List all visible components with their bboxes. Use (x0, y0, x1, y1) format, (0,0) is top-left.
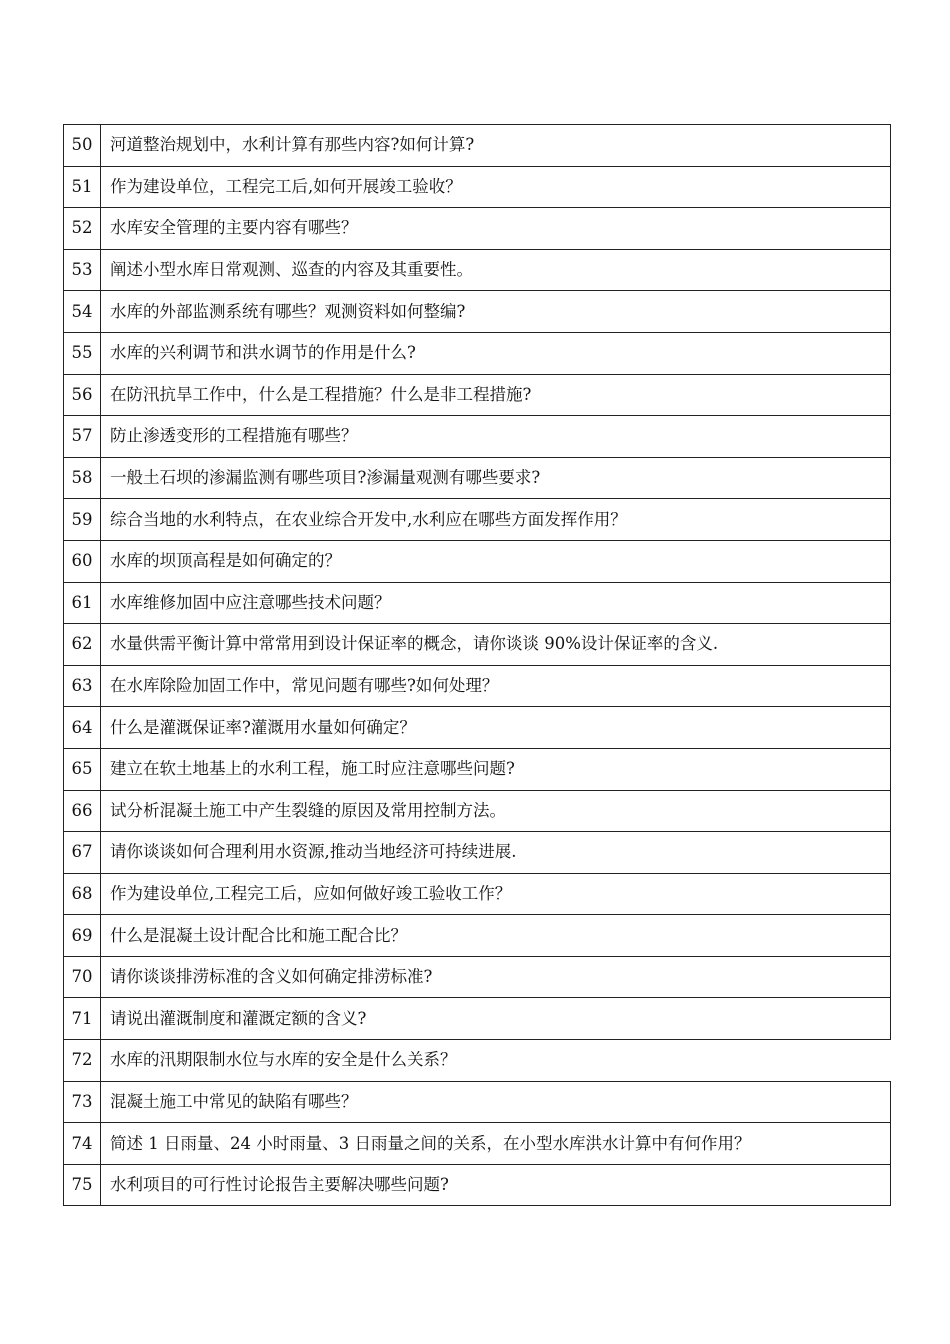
question-number: 54 (64, 291, 101, 333)
question-text: 水库的汛期限制水位与水库的安全是什么关系？ (101, 1040, 891, 1082)
question-row (64, 1081, 891, 1123)
question-row (64, 665, 891, 707)
question-row (64, 624, 891, 666)
question-row (64, 374, 891, 416)
question-text: 什么是混凝土设计配合比和施工配合比？ (101, 915, 891, 957)
question-number: 64 (64, 707, 101, 749)
question-text: 请你谈谈如何合理利用水资源,推动当地经济可持续进展. (101, 832, 891, 874)
question-text: 一般土石坝的渗漏监测有哪些项目?渗漏量观测有哪些要求? (101, 457, 891, 499)
question-number: 58 (64, 457, 101, 499)
question-number: 63 (64, 665, 101, 707)
question-text: 水量供需平衡计算中常常用到设计保证率的概念，请你谈谈 90%设计保证率的含义. (101, 624, 891, 666)
question-row (64, 790, 891, 832)
question-number: 70 (64, 956, 101, 998)
question-table-body (64, 125, 891, 1206)
question-row (64, 915, 891, 957)
question-number: 60 (64, 540, 101, 582)
question-text: 综合当地的水利特点，在农业综合开发中,水利应在哪些方面发挥作用？ (101, 499, 891, 541)
question-number: 62 (64, 624, 101, 666)
question-number: 75 (64, 1164, 101, 1206)
question-row (64, 998, 891, 1040)
question-number: 67 (64, 832, 101, 874)
question-number: 59 (64, 499, 101, 541)
question-text: 水库维修加固中应注意哪些技术问题？ (101, 582, 891, 624)
question-number: 57 (64, 416, 101, 458)
question-text: 试分析混凝土施工中产生裂缝的原因及常用控制方法。 (101, 790, 891, 832)
question-number: 66 (64, 790, 101, 832)
question-row (64, 166, 891, 208)
question-text: 阐述小型水库日常观测、巡查的内容及其重要性。 (101, 249, 891, 291)
question-text: 建立在软土地基上的水利工程，施工时应注意哪些问题? (101, 748, 891, 790)
question-row (64, 956, 891, 998)
question-row (64, 1040, 891, 1082)
question-text: 请说出灌溉制度和灌溉定额的含义? (101, 998, 891, 1040)
question-text: 简述 1 日雨量、24 小时雨量、3 日雨量之间的关系，在小型水库洪水计算中有何作用？ (101, 1123, 891, 1165)
question-text: 作为建设单位，工程完工后,如何开展竣工验收？ (101, 166, 891, 208)
question-number: 56 (64, 374, 101, 416)
question-text: 在水库除险加固工作中，常见问题有哪些?如何处理？ (101, 665, 891, 707)
question-text: 水库的坝顶高程是如何确定的？ (101, 540, 891, 582)
question-number: 50 (64, 125, 101, 167)
question-row (64, 291, 891, 333)
question-row (64, 832, 891, 874)
question-text: 混凝土施工中常见的缺陷有哪些？ (101, 1081, 891, 1123)
question-table (63, 124, 891, 1206)
question-row (64, 582, 891, 624)
question-number: 68 (64, 873, 101, 915)
question-row (64, 208, 891, 250)
question-row (64, 249, 891, 291)
question-row (64, 332, 891, 374)
question-number: 71 (64, 998, 101, 1040)
question-number: 73 (64, 1081, 101, 1123)
question-text: 水利项目的可行性讨论报告主要解决哪些问题? (101, 1164, 891, 1206)
question-row (64, 457, 891, 499)
question-number: 74 (64, 1123, 101, 1165)
question-number: 52 (64, 208, 101, 250)
question-text: 什么是灌溉保证率?灌溉用水量如何确定？ (101, 707, 891, 749)
question-number: 53 (64, 249, 101, 291)
question-row (64, 499, 891, 541)
question-row (64, 748, 891, 790)
question-text: 水库的外部监测系统有哪些？观测资料如何整编? (101, 291, 891, 333)
question-text: 防止渗透变形的工程措施有哪些？ (101, 416, 891, 458)
question-row (64, 873, 891, 915)
question-text: 水库的兴利调节和洪水调节的作用是什么? (101, 332, 891, 374)
question-text: 河道整治规划中，水利计算有那些内容?如何计算? (101, 125, 891, 167)
question-text: 作为建设单位,工程完工后，应如何做好竣工验收工作？ (101, 873, 891, 915)
question-row (64, 125, 891, 167)
question-number: 65 (64, 748, 101, 790)
question-number: 55 (64, 332, 101, 374)
question-text: 水库安全管理的主要内容有哪些？ (101, 208, 891, 250)
question-number: 51 (64, 166, 101, 208)
question-row (64, 540, 891, 582)
question-row (64, 1123, 891, 1165)
question-text: 在防汛抗旱工作中，什么是工程措施？什么是非工程措施? (101, 374, 891, 416)
question-text: 请你谈谈排涝标准的含义如何确定排涝标准? (101, 956, 891, 998)
question-number: 61 (64, 582, 101, 624)
question-row (64, 416, 891, 458)
question-number: 72 (64, 1040, 101, 1082)
question-number: 69 (64, 915, 101, 957)
question-row (64, 1164, 891, 1206)
question-row (64, 707, 891, 749)
